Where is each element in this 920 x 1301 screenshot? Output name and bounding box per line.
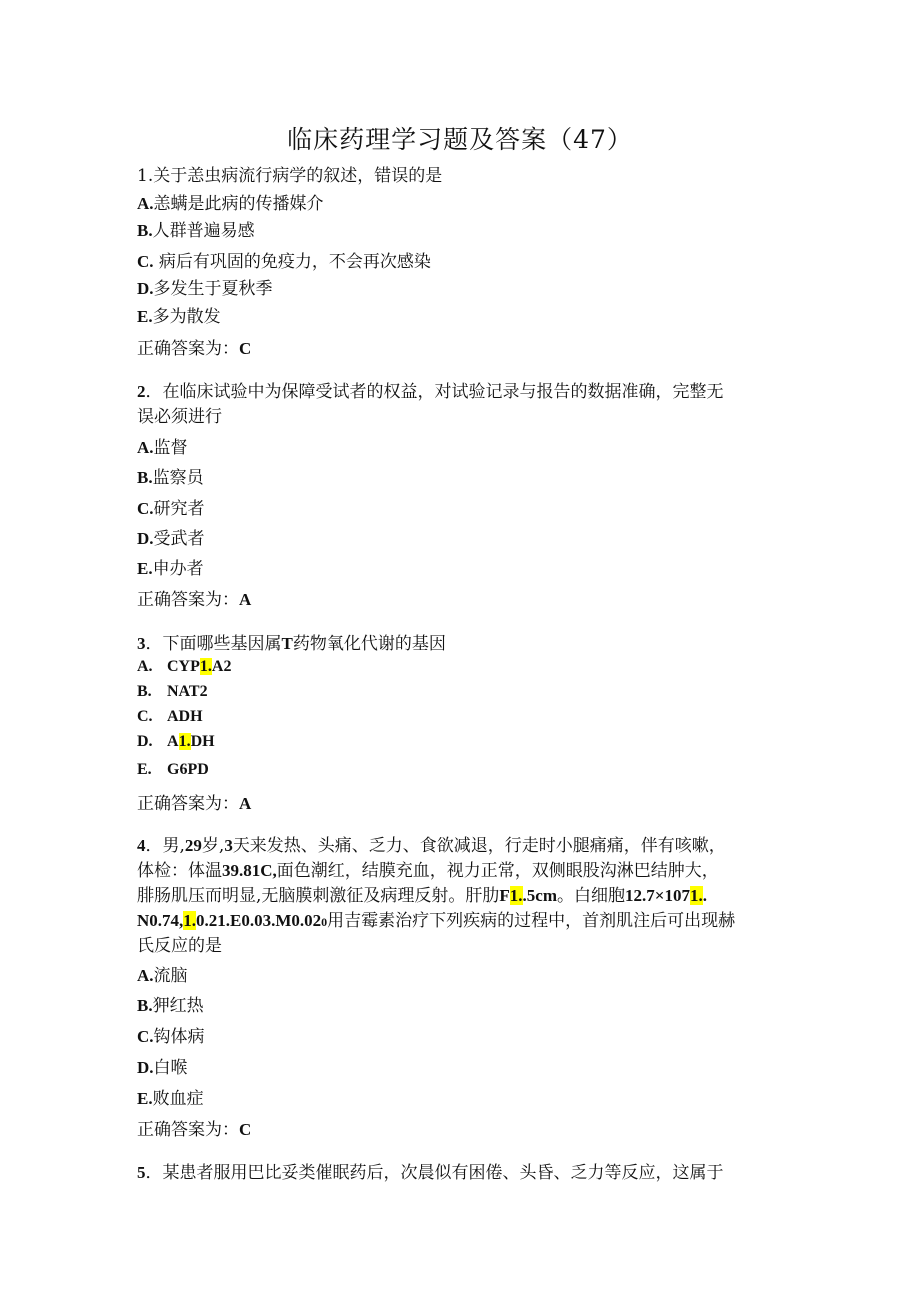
answer-line: 正确答案为：A xyxy=(137,794,252,814)
highlight-mark: 1. xyxy=(183,911,197,930)
option-e: E.申办者 xyxy=(137,559,204,579)
option-d: D.多发生于夏秋季 xyxy=(137,279,273,299)
highlight-mark: 1. xyxy=(178,733,191,750)
answer-line: 正确答案为：C xyxy=(137,1120,252,1140)
answer-line: 正确答案为：C xyxy=(137,339,252,359)
answer-value: A xyxy=(239,794,252,813)
option-a: A.监督 xyxy=(137,438,188,458)
option-a: A.流脑 xyxy=(137,966,188,986)
option-d: D.白喉 xyxy=(137,1058,188,1078)
option-c: C.研究者 xyxy=(137,499,205,519)
answer-value: A xyxy=(239,590,252,609)
question-stem xyxy=(137,163,442,189)
question-stem-cont: 腓肠肌压而明显,无脑膜刺激征及病理反射。肝肋F1..5cm。白细胞12.7×1071.. xyxy=(137,886,707,906)
highlight-mark: 1. xyxy=(509,886,523,905)
answer-value: C xyxy=(239,1120,252,1139)
question-stem-cont: 误必须进行 xyxy=(137,407,222,427)
option-b: B.狎红热 xyxy=(137,996,204,1016)
question-stem: 3．下面哪些基因属T药物氧化代谢的基因 xyxy=(137,634,446,654)
answer-value: C xyxy=(239,339,252,358)
question-stem: 4．男,29岁,3天来发热、头痛、乏力、食欲减退，行走时小腿痛痛，伴有咳嗽， xyxy=(137,836,726,856)
option-d: D. A1.DH xyxy=(137,733,215,750)
option-c: C. ADH xyxy=(137,708,203,725)
highlight-mark: 1. xyxy=(199,658,212,675)
option-b: B.监察员 xyxy=(137,468,204,488)
question-number: 5 xyxy=(137,1163,146,1182)
question-number: 3 xyxy=(137,634,146,653)
option-a: A. CYP1.A2 xyxy=(137,658,232,675)
option-c: C.钩体病 xyxy=(137,1027,205,1047)
question-stem: 2．在临床试验中为保障受试者的权益，对试验记录与报告的数据准确，完整无 xyxy=(137,382,724,402)
question-number: 4 xyxy=(137,836,146,855)
question-stem-cont: 氏反应的是 xyxy=(137,936,222,956)
question-number: 2 xyxy=(137,382,146,401)
option-c: C. 病后有巩固的免疫力，不会再次感染 xyxy=(137,252,431,272)
option-e: E.败血症 xyxy=(137,1089,204,1109)
page-title: 临床药理学习题及答案（47） xyxy=(287,125,633,154)
question-stem-cont: N0.74,1.0.21.E0.03.M0.020用吉霉素治疗下列疾病的过程中，首剂肌注后可出现赫 xyxy=(137,911,736,931)
option-a: A.恙螨是此病的传播媒介 xyxy=(137,194,324,214)
option-d: D.受武者 xyxy=(137,529,205,549)
answer-line: 正确答案为：A xyxy=(137,590,252,610)
option-b: B. NAT2 xyxy=(137,683,208,700)
highlight-mark: 1. xyxy=(689,886,703,905)
option-e: E. G6PD xyxy=(137,761,209,778)
question-stem-text: 1.关于恙虫病流行病学的叙述，错误的是 xyxy=(137,166,443,186)
question-stem: 5．某患者服用巴比妥类催眠药后，次晨似有困倦、头昏、乏力等反应，这属于 xyxy=(137,1163,724,1183)
question-stem-cont: 体检：体温39.81C,面色潮红，结膜充血，视力正常，双侧眼股沟淋巴结肿大， xyxy=(137,861,719,881)
option-b: B.人群普遍易感 xyxy=(137,221,255,241)
option-e: E.多为散发 xyxy=(137,307,221,327)
